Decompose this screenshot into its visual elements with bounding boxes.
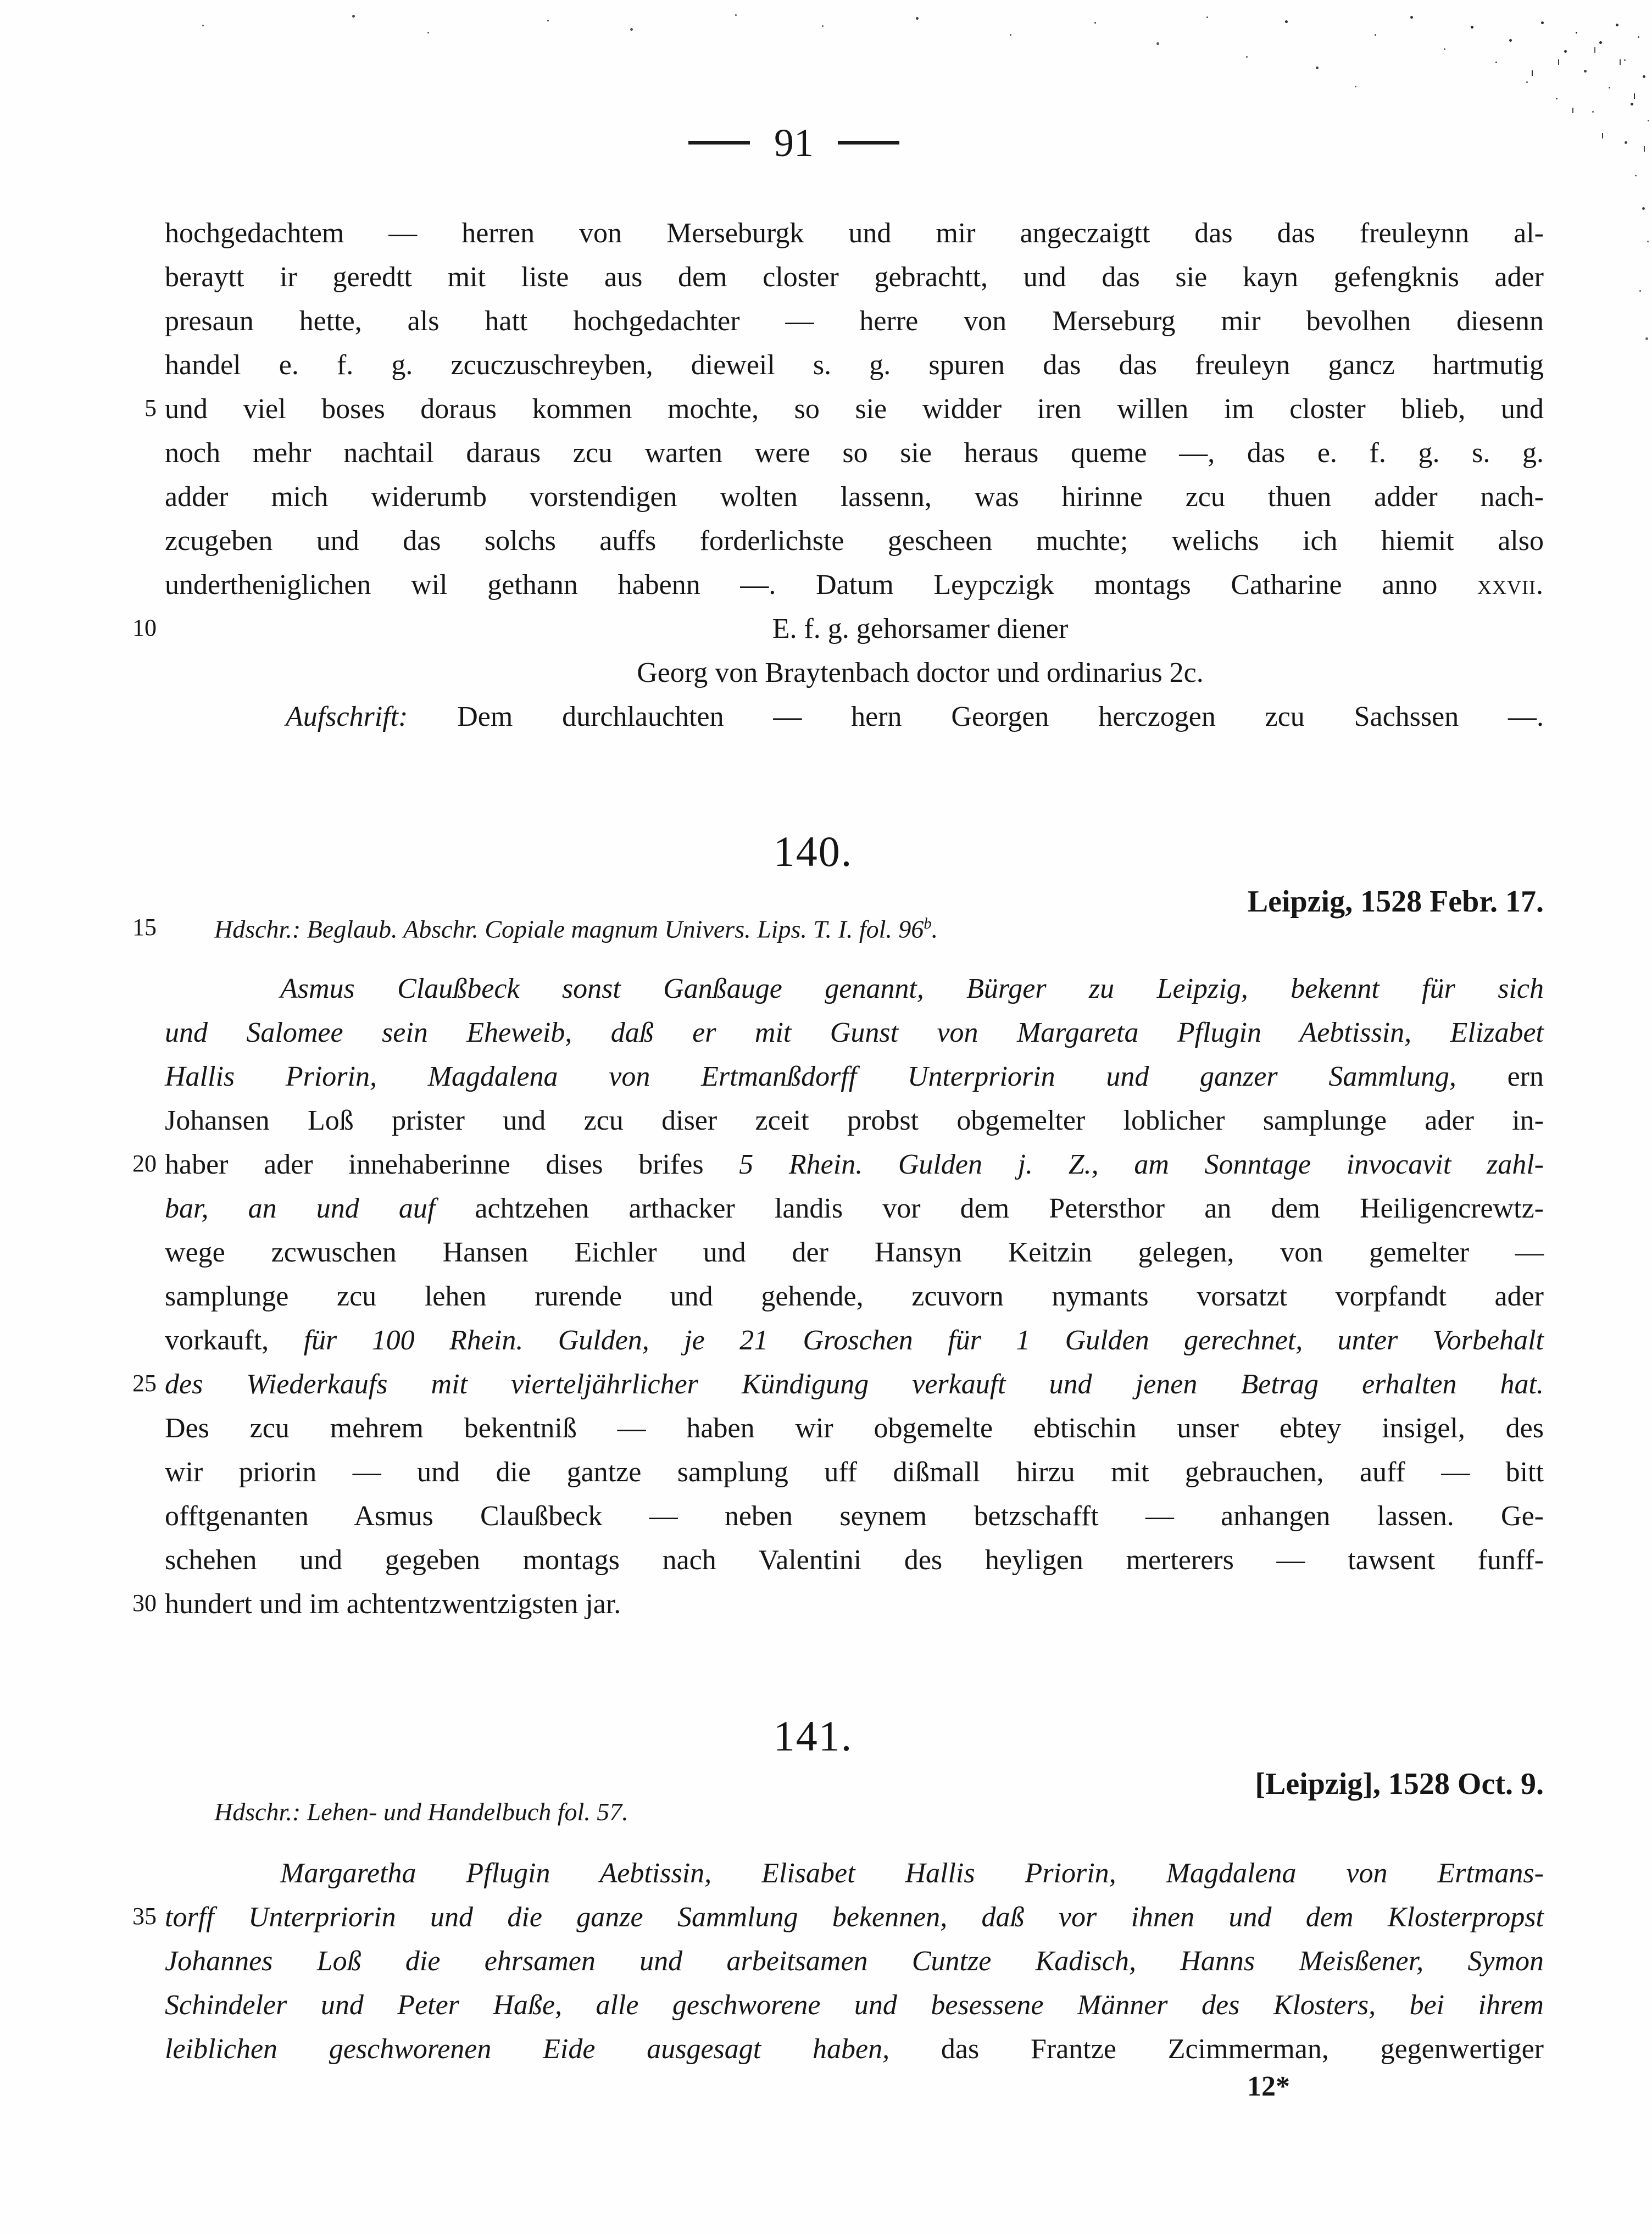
text-segment: haber ader innehaberinne dises brifes (165, 1149, 739, 1180)
text-segment: das Frantze Zcimmerman, gegenwertiger (941, 2033, 1544, 2065)
margin-line-number-10: 10 (132, 614, 157, 641)
text-line (165, 1011, 1544, 1055)
source-text: Beglaub. Abschr. Copiale magnum Univers. Lips. T. I. fol. 96 (301, 915, 924, 943)
text-line (165, 475, 1544, 519)
text-segment: samplunge zcu lehen rurende und gehende, zcuvorn nymants vorsatzt vorpfandt ader (165, 1281, 1544, 1312)
text-line (165, 695, 1544, 739)
text-segment: Dem durchlauchten — hern Georgen herczogen zcu Sachssen —. (408, 701, 1544, 732)
text-line (165, 1494, 1544, 1538)
entry-141-source (165, 1796, 1544, 1829)
margin-line-number-15: 15 (132, 914, 157, 941)
source-end: . (931, 915, 938, 943)
entry-140-body (165, 967, 1544, 1626)
entry-141-number: 141. (773, 1712, 853, 1760)
italic-segment: Aufschrift: (286, 701, 408, 732)
text-line (165, 1275, 1544, 1319)
text-line (165, 343, 1544, 387)
text-line (165, 1055, 1544, 1099)
text-line (165, 563, 1544, 607)
text-line (165, 1582, 1544, 1626)
source-label: Hdschr.: (214, 915, 301, 943)
text-segment: hochgedachtem — herren von Merseburgk und mir angeczaigtt das das freuleynn al- (165, 218, 1544, 249)
letter-closing-signature: Georg von Braytenbach doctor und ordinarius 2c. (637, 657, 1204, 688)
italic-segment: torff Unterpriorin und die ganze Sammlung bekennen, daß vor ihnen und dem Klosterpropst (165, 1902, 1544, 1933)
italic-segment: Johannes Loß die ehrsamen und arbeitsamen Cuntze Kadisch, Hanns Meisßener, Symon (165, 1946, 1544, 1977)
italic-segment: Asmus Claußbeck sonst Ganßauge genannt, Bürger zu Leipzig, bekennt für sich (280, 973, 1544, 1004)
text-segment: wir priorin — und die gantze samplung uff dißmall hirzu mit gebrauchen, auff — bitt (165, 1457, 1544, 1488)
italic-segment: und Salomee sein Eheweib, daß er mit Gunst von Margareta Pflugin Aebtissin, Elizabet (165, 1017, 1544, 1048)
text-segment: adder mich widerumb vorstendigen wolten lassenn, was hirinne zcu thuen adder nach- (165, 481, 1544, 513)
scan-noise-dashes (0, 0, 1, 5)
italic-segment: Margaretha Pflugin Aebtissin, Elisabet Hallis Priorin, Magdalena von Ertmans- (280, 1858, 1544, 1889)
text-line (165, 1940, 1544, 1983)
text-segment: schehen und gegeben montags nach Valentini des heyligen merterers — tawsent funff- (165, 1544, 1544, 1576)
text-line (165, 1852, 1544, 1896)
text-segment: Des zcu mehrem bekentniß — haben wir obgemelte ebtischin unser ebtey insigel, des (165, 1413, 1544, 1444)
text-segment: hundert und im achtentzwentzigsten jar. (165, 1588, 621, 1620)
text-segment: xxvii. (1477, 569, 1544, 601)
text-line (165, 519, 1544, 563)
text-line (165, 299, 1544, 343)
text-line (165, 967, 1544, 1011)
text-line (165, 1896, 1544, 1940)
text-line (165, 1538, 1544, 1582)
italic-segment: Hallis Priorin, Magdalena von Ertmanßdorff Unterpriorin und ganzer Sammlung, (165, 1061, 1508, 1092)
header-rule-right (838, 141, 899, 145)
text-line (165, 255, 1544, 299)
entry-141-body (165, 1852, 1544, 2071)
margin-line-number-35: 35 (132, 1903, 157, 1930)
source-folio-superscript: b (924, 915, 932, 932)
text-segment: handel e. f. g. zcuczuschreyben, dieweil s. g. spuren das das freuleyn gancz hartmutig (165, 349, 1544, 381)
text-segment: beraytt ir geredtt mit liste aus dem closter gebrachtt, und das sie kayn gefengknis ader (165, 262, 1544, 293)
margin-line-number-5: 5 (144, 394, 157, 421)
page-number: 91 (774, 121, 814, 165)
text-line (165, 431, 1544, 475)
text-segment: noch mehr nachtail daraus zcu warten were so sie heraus queme —, das e. f. g. s. g. (165, 437, 1544, 469)
text-line (165, 2027, 1544, 2071)
text-segment: offtgenanten Asmus Claußbeck — neben seynem betzschafft — anhangen lassen. Ge- (165, 1501, 1544, 1532)
text-line (165, 1187, 1544, 1231)
letter-continued-body (165, 212, 1544, 607)
text-segment: Johansen Loß prister und zcu diser zceit probst obgemelter loblicher samplunge ader in- (165, 1105, 1544, 1136)
letter-closing-salutation: E. f. g. gehorsamer diener (772, 613, 1069, 644)
text-segment: zcugeben und das solchs auffs forderlichste gescheen muchte; welichs ich hiemit also (165, 525, 1544, 557)
text-line (165, 1983, 1544, 2027)
italic-segment: leiblichen geschworenen Eide ausgesagt haben, (165, 2033, 941, 2065)
entry-140-source (165, 908, 1544, 946)
entry-140-number: 140. (773, 827, 853, 875)
text-segment: vorkauft, (165, 1325, 304, 1356)
margin-line-number-25: 25 (132, 1370, 157, 1397)
text-line (165, 1451, 1544, 1494)
text-segment: achtzehen arthacker landis vor dem Petersthor an dem Heiligencrewtz- (475, 1193, 1544, 1224)
source-label: Hdschr.: (214, 1798, 301, 1826)
letter-aufschrift (165, 695, 1544, 739)
italic-segment: Schindeler und Peter Haße, alle geschworene und besessene Männer des Klosters, bei ihrem (165, 1990, 1544, 2021)
text-line (165, 1363, 1544, 1407)
margin-line-number-30: 30 (132, 1590, 157, 1616)
text-line (165, 387, 1544, 431)
text-line (165, 1319, 1544, 1363)
text-segment: undertheniglichen wil gethann habenn —. Datum Leypczigk montags Catharine anno (165, 569, 1478, 601)
page-header (0, 118, 1588, 168)
text-line (165, 1099, 1544, 1143)
italic-segment: für 100 Rhein. Gulden, je 21 Groschen für 1 Gulden gerechnet, unter Vorbehalt (303, 1325, 1544, 1356)
italic-segment: 5 Rhein. Gulden j. Z., am Sonntage invocavit zahl- (739, 1149, 1544, 1180)
text-segment: presaun hette, als hatt hochgedachter — herre von Merseburg mir bevolhen diesenn (165, 305, 1544, 337)
entry-140-date: Leipzig, 1528 Febr. 17. (1247, 885, 1544, 919)
text-segment: und viel boses doraus kommen mochte, so sie widder iren willen im closter blieb, und (165, 393, 1544, 425)
entry-141-date: [Leipzig], 1528 Oct. 9. (1255, 1767, 1544, 1801)
italic-segment: des Wiederkaufs mit vierteljährlicher Kündigung verkauft und jenen Betrag erhalten hat. (165, 1369, 1544, 1400)
printer-signature-mark: 12* (1247, 2071, 1290, 2102)
source-text: Lehen- und Handelbuch fol. 57. (301, 1798, 628, 1826)
text-line (165, 1143, 1544, 1187)
text-line (165, 212, 1544, 255)
text-line (165, 1407, 1544, 1451)
text-line (165, 1231, 1544, 1275)
header-rule-left (688, 141, 750, 145)
margin-line-number-20: 20 (132, 1150, 157, 1177)
text-segment: ern (1507, 1061, 1544, 1092)
text-segment: wege zcwuschen Hansen Eichler und der Hansyn Keitzin gelegen, von gemelter — (165, 1237, 1544, 1268)
italic-segment: bar, an und auf (165, 1193, 475, 1224)
